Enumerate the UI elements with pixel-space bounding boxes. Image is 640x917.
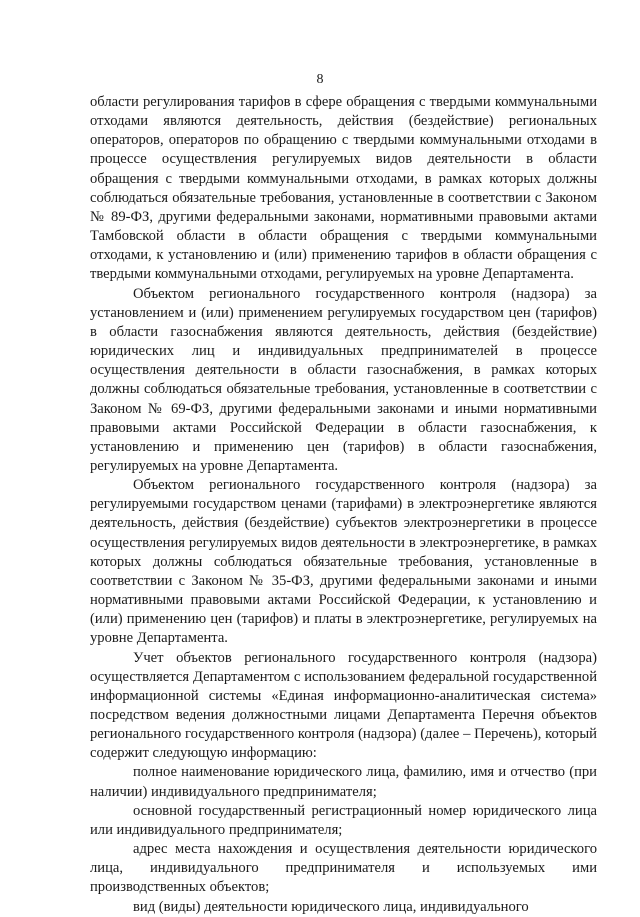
list-item-registration-number: основной государственный регистрационный номер юридического лица или индивидуального предпринимателя; [90, 802, 597, 838]
list-item-activity-types: вид (виды) деятельности юридического лица, индивидуального [133, 898, 529, 915]
page-number: 8 [316, 72, 324, 87]
list-item-address: адрес места нахождения и осуществления деятельности юридического лица, индивидуального предпринимателя и используемых ими производственных объектов; [90, 841, 597, 896]
document-body [90, 93, 597, 917]
paragraph-tko-objects: области регулирования тарифов в сфере обращения с твердыми коммунальными отходами являются деятельность, действия (бездействие) региональных операторов, операторов по обращению с твердыми коммунальными отходами в процессе осуществления регулируемых видов деятельности в области обращения с твердыми коммунальными отходами, в рамках которых должны соблюдаться обязательные требования, установленные в соответствии с Законом № 89-ФЗ, другими федеральными законами, нормативными правовыми актами Тамбовской области в области обращения с твердыми коммунальными отходами, к установлению и (или) применению тарифов в области обращения с твердыми коммунальными отходами, регулируемых на уровне Департамента. [90, 94, 597, 283]
list-item-full-name: полное наименование юридического лица, фамилию, имя и отчество (при наличии) индивидуального предпринимателя; [90, 764, 597, 800]
paragraph-electricity-objects: Объектом регионального государственного контроля (надзора) за регулируемыми государством ценами (тарифами) в электроэнергетике являются деятельность, действия (бездействие) субъектов электроэнергетики в процессе осуществления регулируемых видов деятельности в электроэнергетике, в рамках которых должны соблюдаться обязательные требования, установленные в соответствии с Законом № 35-ФЗ, другими федеральными законами и иными нормативными правовыми актами Российской Федерации, к установлению и (или) применению цен (тарифов) и платы в электроэнергетике, регулируемых на уровне Департамента. [90, 477, 597, 647]
paragraph-objects-register: Учет объектов регионального государственного контроля (надзора) осуществляется Департаментом с использованием федеральной государственной информационной системы «Единая информационно-аналитическая система» посредством ведения должностными лицами Департамента Перечня объектов регионального государственного контроля (надзора) (далее – Перечень), который содержит следующую информацию: [90, 649, 597, 762]
paragraph-gas-objects: Объектом регионального государственного контроля (надзора) за установлением и (или) применением регулируемых государством цен (тарифов) в области газоснабжения являются деятельность, действия (бездействие) юридических лиц и индивидуальных предпринимателей в процессе осуществления деятельности в области газоснабжения, в рамках которых должны соблюдаться обязательные требования, установленные в соответствии с Законом № 69-ФЗ, другими федеральными законами и иными нормативными правовыми актами Российской Федерации в области газоснабжения, к установлению и применению цен (тарифов) в области газоснабжения, регулируемых на уровне Департамента. [90, 285, 597, 474]
